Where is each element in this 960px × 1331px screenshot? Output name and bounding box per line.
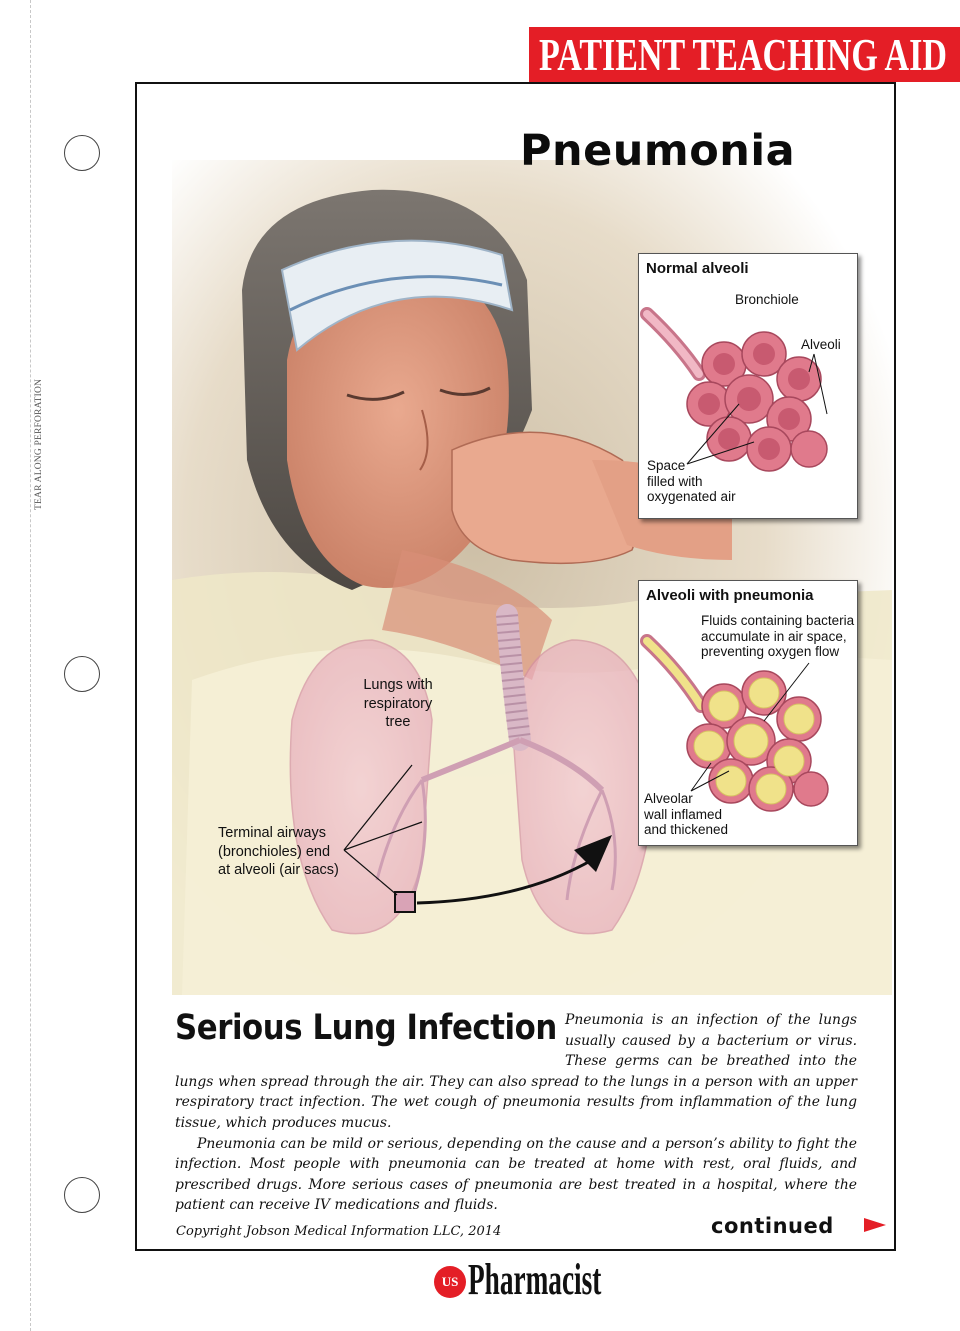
- lungs-label-text: Lungs with respiratory tree: [363, 677, 433, 730]
- terminal-airways-text: Terminal airways (bronchioles) end at alveoli (air sacs): [218, 825, 339, 878]
- copyright-notice: Copyright Jobson Medical Information LLC, 2014: [176, 1224, 502, 1239]
- space-label: Space filled with oxygenated air: [647, 458, 736, 504]
- alveoli-label: Alveoli: [801, 337, 841, 352]
- binder-hole-top: [64, 135, 100, 171]
- perforation-text: TEAR ALONG PERFORATION: [34, 378, 44, 510]
- article-body: [175, 1010, 857, 1216]
- continued-label: continued: [711, 1214, 834, 1238]
- pneumonia-alveoli-panel: [638, 580, 858, 846]
- continued-arrow-icon: [864, 1218, 886, 1232]
- section-heading: Serious Lung Infection: [175, 1008, 557, 1048]
- fluids-label: Fluids containing bacteria accumulate in air space, preventing oxygen flow: [701, 613, 855, 659]
- binder-hole-middle: [64, 656, 100, 692]
- article-paragraph-2: Pneumonia can be mild or serious, depending on the cause and a person’s ability to fight the infection. Most people with pneumonia can be treated at home with rest, oral fluids, and prescribed drugs. More serious cases of pneumonia are best treated in a hospital, where the patient can receive IV medications and fluids.: [175, 1135, 857, 1214]
- us-logo-badge: US: [434, 1266, 466, 1298]
- binder-hole-bottom: [64, 1177, 100, 1213]
- lungs-label: [348, 676, 448, 732]
- heading-space: [175, 1010, 565, 1053]
- article-paragraph-1: Pneumonia is an infection of the lungs usually caused by a bacterium or virus. These germs can be breathed into the lungs when spread through the air. They can also spread to the lungs in a person with an upper respiratory tract infection. The wet cough of pneumonia results from inflammation of the lung tissue, which produces mucus.: [175, 1012, 857, 1131]
- bronchiole-label: Bronchiole: [735, 292, 799, 307]
- patient-teaching-aid-banner: [529, 27, 960, 82]
- pneumonia-alveoli-title: Alveoli with pneumonia: [646, 587, 814, 604]
- banner-text: PATIENT TEACHING AID: [539, 29, 947, 80]
- perforation-line: [30, 0, 31, 1331]
- alveolar-wall-label: Alveolar wall inflamed and thickened: [644, 791, 729, 837]
- terminal-airways-label: [218, 824, 358, 880]
- page-title: Pneumonia: [520, 126, 796, 176]
- normal-alveoli-title: Normal alveoli: [646, 260, 749, 277]
- normal-alveoli-panel: [638, 253, 858, 519]
- pharmacist-logo-text: Pharmacist: [468, 1255, 602, 1304]
